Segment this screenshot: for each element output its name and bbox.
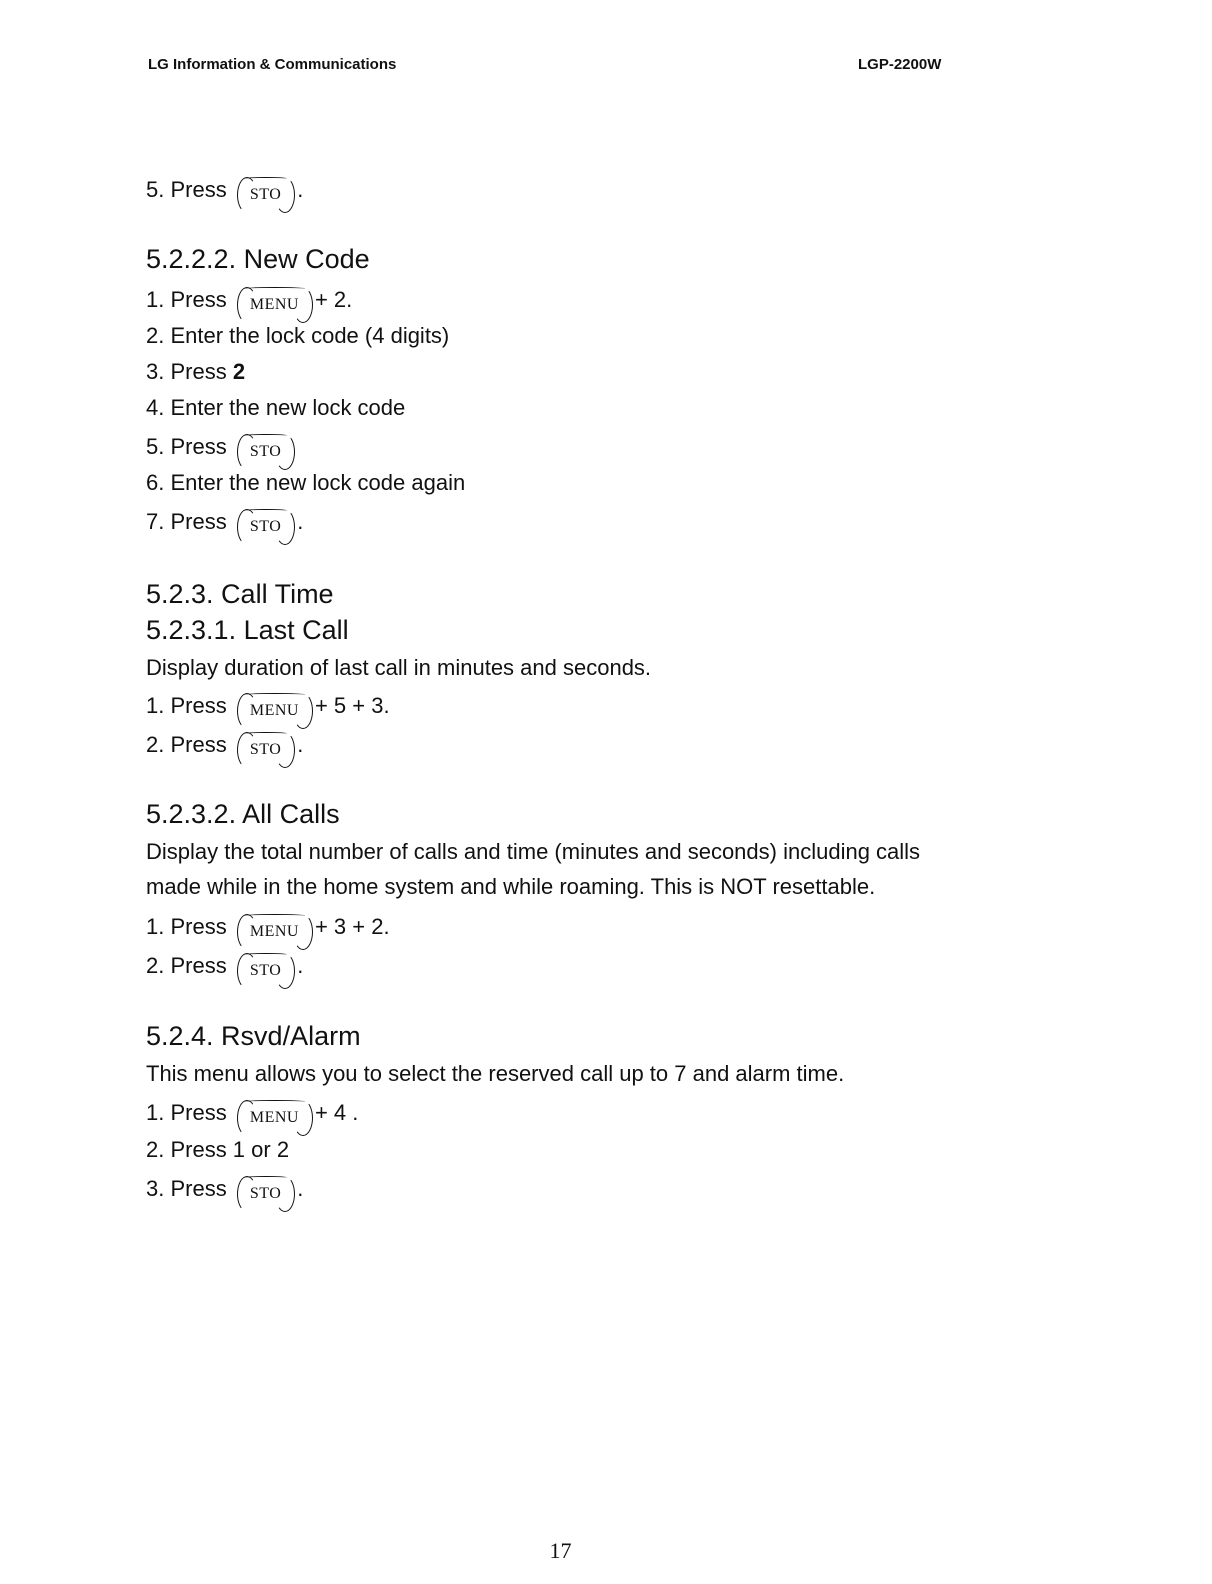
list-item: 1. Press MENU + 5 + 3. <box>146 692 390 727</box>
list-item: 7. Press STO . <box>146 508 303 543</box>
list-item: 4. Enter the new lock code <box>146 395 406 420</box>
intro-step: 5. Press STO . <box>146 176 303 211</box>
section-description: This menu allows you to select the reserved call up to 7 and alarm time. <box>146 1061 845 1086</box>
section-description: Display duration of last call in minutes and seconds. <box>146 655 652 680</box>
list-item: 2. Press STO . <box>146 731 303 766</box>
list-item: 2. Press STO . <box>146 952 303 987</box>
section-heading-last-call: 5.2.3.1. Last Call <box>146 615 349 645</box>
list-item: 1. Press MENU + 2. <box>146 286 352 321</box>
sto-key-icon: STO <box>237 1180 295 1210</box>
menu-key-icon: MENU <box>237 291 313 321</box>
sto-key-icon: STO <box>237 438 295 468</box>
list-item: 3. Press 2 <box>146 359 246 384</box>
list-item: 1. Press MENU + 4 . <box>146 1099 358 1134</box>
sto-key-icon: STO <box>237 736 295 766</box>
menu-key-icon: MENU <box>237 697 313 727</box>
section-description: made while in the home system and while roaming. This is NOT resettable. <box>146 874 876 899</box>
section-heading-all-calls: 5.2.3.2. All Calls <box>146 799 340 829</box>
sto-key-icon: STO <box>237 957 295 987</box>
section-heading-rsvd-alarm: 5.2.4. Rsvd/Alarm <box>146 1021 361 1051</box>
list-item: 3. Press STO . <box>146 1175 303 1210</box>
list-item: 1. Press MENU + 3 + 2. <box>146 913 390 948</box>
section-heading-new-code: 5.2.2.2. New Code <box>146 244 370 274</box>
list-item: 2. Press 1 or 2 <box>146 1137 290 1162</box>
header-left: LG Information & Communications <box>148 56 397 73</box>
menu-key-icon: MENU <box>237 1104 313 1134</box>
sto-key-icon: STO <box>237 513 295 543</box>
header-right: LGP-2200W <box>858 56 942 73</box>
menu-key-icon: MENU <box>237 918 313 948</box>
list-item: 2. Enter the lock code (4 digits) <box>146 323 450 348</box>
page-number: 17 <box>549 1538 572 1563</box>
section-description: Display the total number of calls and time (minutes and seconds) including calls <box>146 839 921 864</box>
section-heading-call-time: 5.2.3. Call Time <box>146 579 334 609</box>
list-item: 5. Press STO <box>146 433 297 468</box>
list-item: 6. Enter the new lock code again <box>146 470 466 495</box>
sto-key-icon: STO <box>237 181 295 211</box>
